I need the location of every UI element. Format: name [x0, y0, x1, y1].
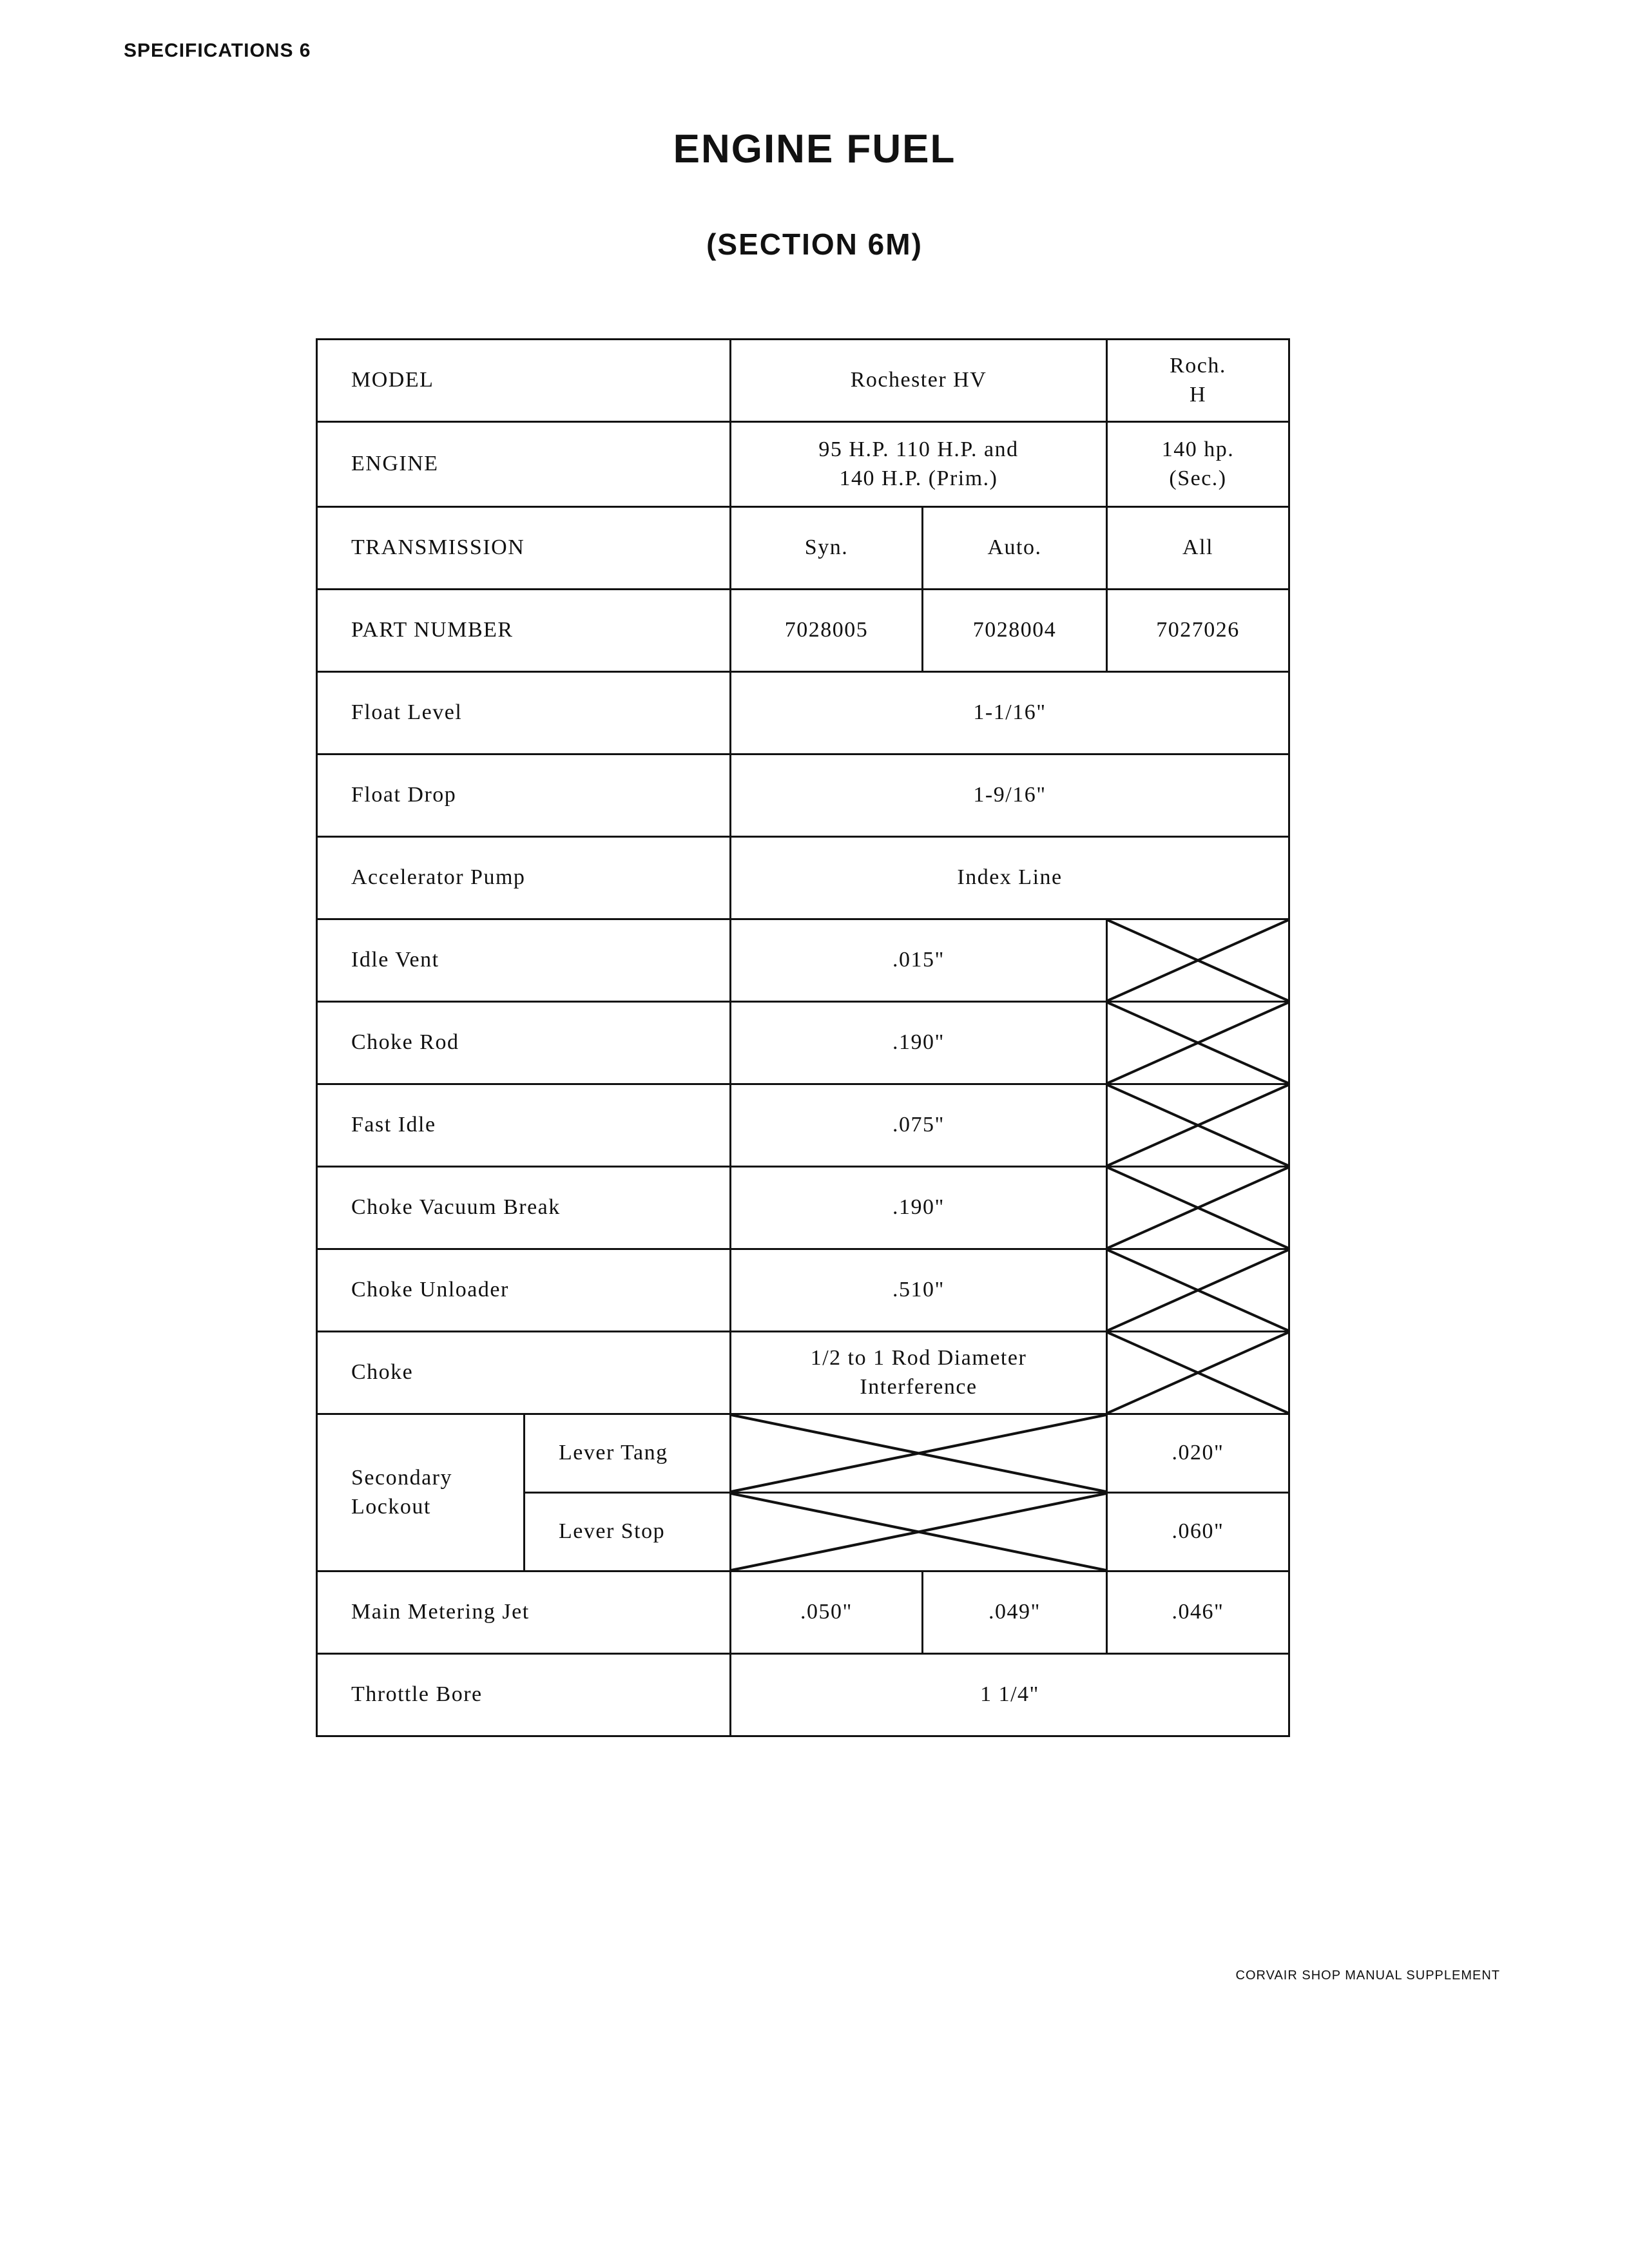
not-applicable-cross — [1107, 1332, 1289, 1414]
choke-unloader-label: Choke Unloader — [317, 1249, 731, 1332]
float-drop-row — [317, 754, 1289, 837]
section-subtitle: (SECTION 6M) — [706, 227, 923, 261]
secondary-lockout-label: Secondary Lockout — [317, 1414, 525, 1571]
idle-vent-value: .015" — [731, 919, 1107, 1002]
part-number-row — [317, 590, 1289, 672]
main-metering-jet-row — [317, 1571, 1289, 1654]
model-row — [317, 340, 1289, 422]
not-applicable-cross — [1107, 1002, 1289, 1084]
transmission-row — [317, 507, 1289, 590]
part-number-syn: 7028005 — [731, 590, 923, 672]
not-applicable-cross — [731, 1493, 1107, 1571]
not-applicable-cross — [1107, 919, 1289, 1002]
engine-label: ENGINE — [317, 422, 731, 507]
lever-tang-label: Lever Tang — [525, 1414, 731, 1493]
lever-tang-row — [317, 1414, 1289, 1493]
main-metering-jet-h: .046" — [1107, 1571, 1289, 1654]
model-label: MODEL — [317, 340, 731, 422]
choke-rod-row — [317, 1002, 1289, 1084]
model-h: Roch. H — [1107, 340, 1289, 422]
part-number-auto: 7028004 — [923, 590, 1107, 672]
float-level-value: 1-1/16" — [731, 672, 1289, 754]
idle-vent-row — [317, 919, 1289, 1002]
engine-h: 140 hp. (Sec.) — [1107, 422, 1289, 507]
transmission-auto: Auto. — [923, 507, 1107, 590]
engine-hv: 95 H.P. 110 H.P. and 140 H.P. (Prim.) — [731, 422, 1107, 507]
accelerator-pump-row — [317, 837, 1289, 919]
transmission-syn: Syn. — [731, 507, 923, 590]
engine-fuel-spec-table — [316, 338, 1290, 1737]
page-header: SPECIFICATIONS 6 — [124, 40, 311, 61]
choke-label: Choke — [317, 1332, 731, 1414]
engine-row — [317, 422, 1289, 507]
not-applicable-cross — [1107, 1249, 1289, 1332]
choke-rod-value: .190" — [731, 1002, 1107, 1084]
choke-value: 1/2 to 1 Rod Diameter Interference — [731, 1332, 1107, 1414]
main-metering-jet-label: Main Metering Jet — [317, 1571, 731, 1654]
throttle-bore-label: Throttle Bore — [317, 1654, 731, 1736]
lever-stop-label: Lever Stop — [525, 1493, 731, 1571]
not-applicable-cross — [1107, 1084, 1289, 1167]
main-metering-jet-auto: .049" — [923, 1571, 1107, 1654]
float-level-row — [317, 672, 1289, 754]
not-applicable-cross — [731, 1414, 1107, 1493]
choke-rod-label: Choke Rod — [317, 1002, 731, 1084]
lever-tang-h: .020" — [1107, 1414, 1289, 1493]
choke-vacuum-break-label: Choke Vacuum Break — [317, 1167, 731, 1249]
float-drop-value: 1-9/16" — [731, 754, 1289, 837]
transmission-h: All — [1107, 507, 1289, 590]
lever-stop-h: .060" — [1107, 1493, 1289, 1571]
part-number-label: PART NUMBER — [317, 590, 731, 672]
choke-unloader-row — [317, 1249, 1289, 1332]
choke-unloader-value: .510" — [731, 1249, 1107, 1332]
part-number-h: 7027026 — [1107, 590, 1289, 672]
page-footer: CORVAIR SHOP MANUAL SUPPLEMENT — [1235, 1968, 1500, 1983]
throttle-bore-value: 1 1/4" — [731, 1654, 1289, 1736]
fast-idle-value: .075" — [731, 1084, 1107, 1167]
choke-vacuum-break-value: .190" — [731, 1167, 1107, 1249]
accelerator-pump-value: Index Line — [731, 837, 1289, 919]
choke-row — [317, 1332, 1289, 1414]
idle-vent-label: Idle Vent — [317, 919, 731, 1002]
fast-idle-row — [317, 1084, 1289, 1167]
choke-vacuum-break-row — [317, 1167, 1289, 1249]
float-level-label: Float Level — [317, 672, 731, 754]
not-applicable-cross — [1107, 1167, 1289, 1249]
transmission-label: TRANSMISSION — [317, 507, 731, 590]
float-drop-label: Float Drop — [317, 754, 731, 837]
page-title: ENGINE FUEL — [673, 127, 956, 171]
throttle-bore-row — [317, 1654, 1289, 1736]
accelerator-pump-label: Accelerator Pump — [317, 837, 731, 919]
fast-idle-label: Fast Idle — [317, 1084, 731, 1167]
model-hv: Rochester HV — [731, 340, 1107, 422]
main-metering-jet-syn: .050" — [731, 1571, 923, 1654]
